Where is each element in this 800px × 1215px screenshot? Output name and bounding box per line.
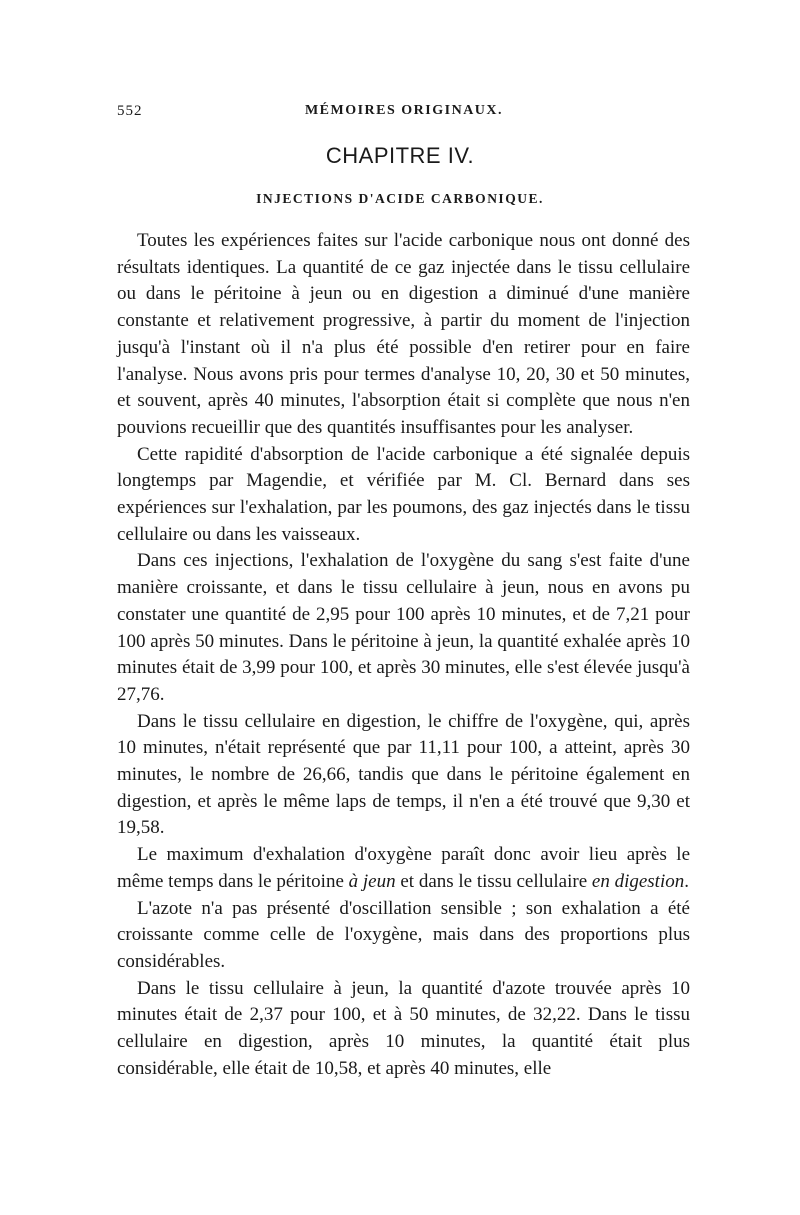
- running-title: MÉMOIRES ORIGINAUX.: [304, 103, 504, 118]
- paragraph-3: Dans ces injections, l'exhalation de l'oxygène du sang s'est faite d'une manière croissante, et dans le tissu cellulaire à jeun, nous en avons pu constater une quantité de 2,95 pour 100 après 10 minutes, et de 7,21 pour 100 après 50 minutes. Dans le péritoine à jeun, la quantité exhalée après 10 minutes était de 3,99 pour 100, et après 30 minutes, elle s'est élevée jusqu'à 27,76.: [117, 550, 690, 705]
- paragraph-4: Dans le tissu cellulaire en digestion, le chiffre de l'oxygène, qui, après 10 minutes, n'était représenté que par 11,11 pour 100, a atteint, après 30 minutes, le nombre de 26,66, tandis que dans le péritoine également en digestion, et après le même laps de temps, il n'en a été trouvé que 9,30 et 19,58.: [117, 710, 690, 839]
- chapter-title: CHAPITRE IV.: [325, 143, 475, 168]
- paragraph-5-text-a: Le maximum d'exhalation d'oxygène paraît donc avoir lieu après le même temps dans le péritoine: [117, 844, 690, 892]
- paragraph-7: Dans le tissu cellulaire à jeun, la quantité d'azote trouvée après 10 minutes était de 2,37 pour 100, et à 50 minutes, de 32,22. Dans le tissu cellulaire en digestion, après 10 minutes, la quantité était plus considérable, elle était de 10,58, et après 40 minutes, elle: [117, 977, 690, 1079]
- paragraph-6: L'azote n'a pas présenté d'oscillation sensible ; son exhalation a été croissante comme celle de l'oxygène, mais dans des proportions plus considérables.: [117, 897, 690, 972]
- running-head: [117, 103, 691, 125]
- paragraph-5: [117, 842, 690, 895]
- paragraph-5-text-b: et dans le tissu cellulaire: [395, 870, 592, 892]
- paragraph-1: Toutes les expériences faites sur l'acide carbonique nous ont donné des résultats identiques. La quantité de ce gaz injectée dans le tissu cellulaire ou dans le péritoine à jeun ou en digestion a diminué d'une manière constante et relativement progressive, à partir du moment de l'injection jusqu'à l'instant où il n'a plus été possible d'en retirer pour en faire l'analyse. Nous avons pris pour termes d'analyse 10, 20, 30 et 50 minutes, et souvent, après 40 minutes, l'absorption était si complète que nous n'en pouvions recueillir que des quantités insuffisantes pour les analyser.: [117, 230, 690, 438]
- paragraph-5-italic-a-jeun: à jeun: [348, 870, 396, 892]
- paragraph-2: Cette rapidité d'absorption de l'acide carbonique a été signalée depuis longtemps par Magendie, et vérifiée par M. Cl. Bernard dans ses expériences sur l'exhalation, par les poumons, des gaz injectés dans le tissu cellulaire ou dans les vaisseaux.: [117, 443, 690, 545]
- paragraph-5-italic-en-digestion: en digestion: [591, 870, 685, 892]
- body-text: [117, 228, 690, 1083]
- page-number: 552: [117, 103, 143, 119]
- paragraph-5-text-c: .: [684, 870, 689, 892]
- section-title: INJECTIONS D'ACIDE CARBONIQUE.: [256, 191, 544, 206]
